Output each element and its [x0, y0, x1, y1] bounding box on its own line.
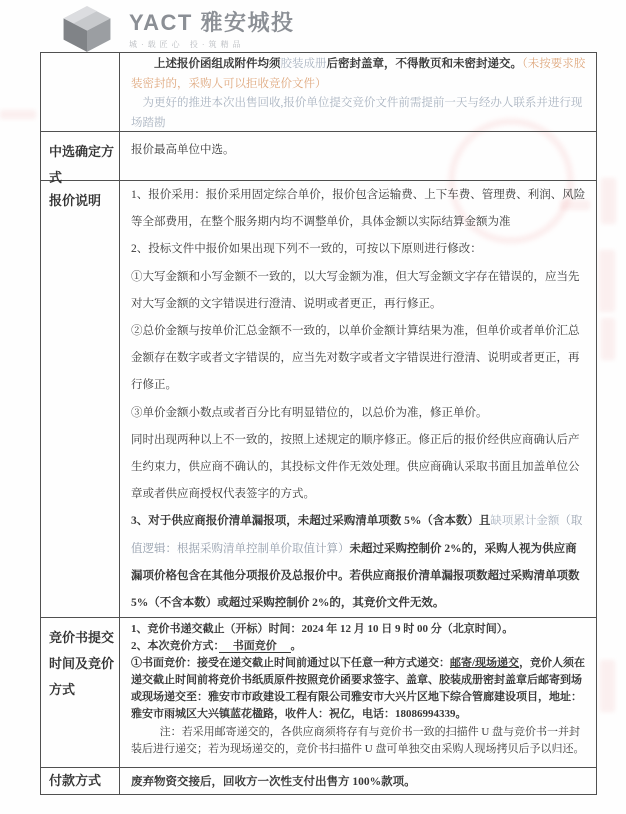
table-row-notice: [41, 53, 596, 132]
brand-slogan: 城·载匠心 投·筑精品: [129, 40, 245, 49]
table-row-submission: [41, 618, 596, 768]
notice-content: [120, 53, 596, 131]
written-bid-text: ①书面竞价：接受在递交截止时间前通过以下任意一种方式递交：: [131, 657, 450, 670]
table-row-selection-method: [41, 132, 596, 185]
bleed-through-artifact: [601, 178, 616, 224]
quote-item-3: [131, 508, 588, 617]
notice-paragraph-1: [131, 55, 588, 94]
notice-warning-text: （未按要求胶装密封的，采购人可以拒收竞价文件）: [131, 58, 586, 90]
cube-icon: [58, 5, 116, 53]
written-bid-text: ，竞价人须在递交截止时间前将竞价书纸质原件按照竞价函要求签字、盖章、胶装成册密封盖章后邮寄到场或现场递交至：雅安市市政建设工程有限公司雅安市大兴片区地下综合管廊建设项目，地址：雅安市雨城区大兴镇蓝花楹路，收件人：祝亿，电话：18086994339。: [131, 657, 586, 721]
quote-rule-1: ①大写金额和小写金额不一致的，以大写金额为准，但大写金额文字存在错误的，应当先对大写金额的文字错误进行澄清、说明或者更正，再行修正。: [131, 270, 580, 310]
bidding-method-period: 。: [290, 640, 302, 653]
submission-content: [120, 618, 596, 767]
brand-name: YACT 雅安城投: [129, 10, 295, 35]
quote-item-3-text: 3、对于供应商报价清单漏报项，未超过采购清单项数 5%（含本数）且: [131, 515, 491, 528]
company-logo: [58, 5, 294, 53]
quote-item-3-note: （取值逻辑：根据采购清单控制单价取值计算）: [131, 515, 583, 555]
row-label: 付款方式: [41, 768, 120, 794]
table-row-payment: [41, 768, 596, 794]
row-label: 报价说明: [41, 181, 120, 617]
notice-faded-text: 胶装成册: [280, 58, 327, 70]
selection-method-text: 报价最高单位中选。: [131, 144, 235, 156]
quote-item-3-faded: 缺项累计金额: [490, 515, 560, 528]
row-label: 中选确定方式: [41, 132, 120, 180]
quote-item-3-text: 未超过采购控制价 2%的，采购人视为供应商漏项价格包含在其他分项报价及总报价中。若供应商报价清单漏报项数超过采购清单项数 5%（不含本数）或超过采购控制价 2%的，其竞价文件无效。: [131, 542, 580, 610]
delivery-methods-underlined: 邮寄/现场递交: [450, 657, 520, 670]
payment-method-text: 废弃物资交接后，回收方一次性支付出售方 100%款项。: [131, 776, 416, 788]
bidding-method-line: [131, 638, 588, 655]
notice-paragraph-2: 为更好的推进本次出售回收,报价单位提交竞价文件前需提前一天与经办人联系并进行现场踏勘: [131, 97, 583, 129]
bleed-through-artifact: [0, 110, 36, 119]
procurement-terms-table: [40, 52, 597, 795]
row-label-empty: [41, 53, 120, 131]
quote-item-2: 2、投标文件中报价如果出现下列不一致的，可按以下原则进行修改：: [131, 243, 482, 256]
written-bid-paragraph: [131, 655, 588, 723]
row-label: 竞价书提交时间及竞价方式: [41, 618, 120, 767]
bidding-method-label: 2、本次竞价方式：: [131, 640, 219, 653]
quote-explanation-content: [120, 181, 596, 617]
bleed-through-artifact: [599, 250, 615, 312]
bidding-method-value: 书面竞价: [219, 640, 291, 653]
mailing-note: 注：若采用邮寄递交的，各供应商须将存有与竞价书一致的扫描件 U 盘与竞价书一并封装后进行递交；若为现场递交的，竞价书扫描件 U 盘可单独交由采购人现场拷贝后予以归还。: [131, 725, 585, 755]
quote-item-1: 1、报价采用：报价采用固定综合单价，报价包含运输费、上下车费、管理费、利润、风险等全部费用，在整个服务期内均不调整单价，具体金额以实际结算金额为准: [131, 189, 586, 229]
quote-rule-2: ②总价金额与按单价汇总金额不一致的，以单价金额计算结果为准，但单价或者单价汇总金额存在数字或者文字错误的，应当先对数字或者文字错误进行澄清、说明或者更正，再行修正。: [131, 325, 580, 392]
bleed-through-artifact: [601, 318, 615, 360]
notice-text: 后密封盖章，不得散页和未密封递交。: [326, 58, 522, 70]
bleed-through-artifact: [600, 660, 615, 712]
quote-rule-order: 同时出现两种以上不一致的，按照上述规定的顺序修正。修正后的报价经供应商确认后产生约束力，供应商不确认的，其投标文件作无效处理。供应商确认采取书面且加盖单位公章或者供应商授权代表签字的方式。: [131, 433, 580, 501]
quote-rule-3: ③单价金额小数点或者百分比有明显错位的，以总价为准，修正单价。: [131, 406, 488, 419]
notice-text: 上述报价函组成附件均须: [154, 58, 281, 70]
table-row-quote-explanation: [41, 181, 596, 618]
brand-text-block: [129, 12, 294, 50]
submission-deadline: 1、竞价书递交截止（开标）时间：2024 年 12 月 10 日 9 时 00 分（北京时间）。: [131, 623, 514, 635]
